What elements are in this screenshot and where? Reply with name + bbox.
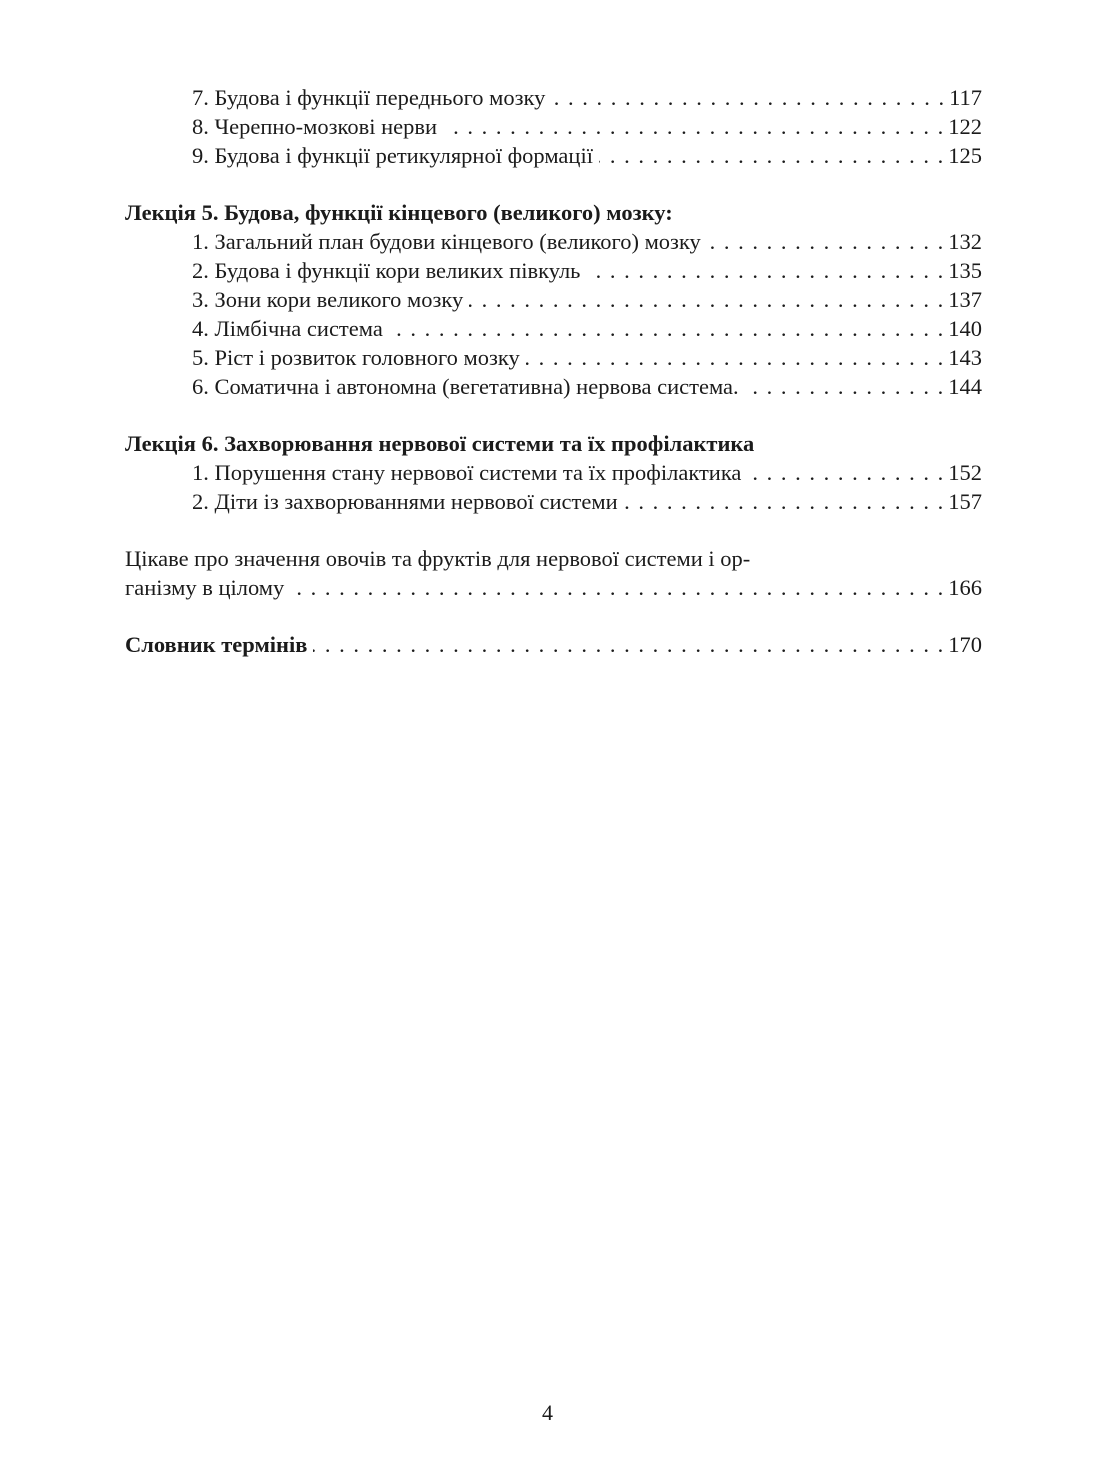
section-heading-lecture-5 [125,198,982,227]
toc-entry-label: 1. Загальний план будови кінцевого (великого) мозку [192,229,701,254]
dot-leader [290,573,943,602]
toc-entry [125,285,982,314]
dot-leader [526,343,943,372]
dot-leader [313,630,943,659]
toc-entry [125,458,982,487]
dot-leader [586,256,943,285]
toc-entry [125,372,982,401]
footer-page-number: 4 [542,1400,553,1425]
dot-leader [389,314,943,343]
toc-entry-label: 6. Соматична і автономна (вегетативна) нервова система. [192,374,739,399]
toc-entry-page: 143 [948,345,982,370]
toc-entry-page: 140 [948,316,982,341]
toc-entry [125,83,982,112]
dot-leader [599,141,943,170]
toc-entry-label: 7. Будова і функції переднього мозку [192,85,546,110]
toc-entry-page: 166 [948,575,982,600]
dot-leader [707,227,943,256]
dot-leader [551,83,944,112]
toc-entry-label: Цікаве про значення овочів та фруктів для нервової системи і ор- [125,546,751,571]
toc-entry [125,343,982,372]
section-heading-label: Лекція 5. Будова, функції кінцевого (великого) мозку: [125,200,673,225]
section-heading-lecture-6 [125,429,982,458]
toc-entry-page: 125 [948,143,982,168]
dot-leader [443,112,943,141]
toc-entry-interesting-line2 [125,573,982,602]
toc-entry-page: 132 [948,229,982,254]
table-of-contents [125,83,982,659]
dot-leader [624,487,944,516]
toc-entry-label: 2. Будова і функції кори великих півкуль [192,258,581,283]
toc-entry [125,256,982,285]
toc-entry-page: 152 [948,460,982,485]
toc-entry-label: ганізму в цілому [125,575,285,600]
toc-entry [125,227,982,256]
toc-entry-label: Словник термінів [125,632,308,657]
toc-entry-page: 135 [948,258,982,283]
toc-entry-label: 3. Зони кори великого мозку [192,287,464,312]
toc-entry-label: 4. Лімбічна система [192,316,383,341]
section-heading-label: Лекція 6. Захворювання нервової системи та їх профілактика [125,431,755,456]
toc-entry-page: 170 [948,632,982,657]
toc-entry-page: 117 [949,85,982,110]
toc-entry-label: 5. Ріст і розвиток головного мозку [192,345,520,370]
dot-leader [745,372,944,401]
toc-entry [125,141,982,170]
dot-leader [469,285,943,314]
toc-entry-page: 137 [948,287,982,312]
toc-entry-label: 8. Черепно-мозкові нерви [192,114,438,139]
toc-entry-label: 2. Діти із захворюваннями нервової системи [192,489,618,514]
toc-entry-page: 157 [948,489,982,514]
toc-entry-label: 1. Порушення стану нервової системи та їх профілактика [192,460,742,485]
dot-leader [747,458,943,487]
toc-entry [125,112,982,141]
toc-entry-page: 144 [948,374,982,399]
toc-entry [125,314,982,343]
toc-entry-page: 122 [948,114,982,139]
toc-entry-label: 9. Будова і функції ретикулярної формації [192,143,593,168]
toc-entry-glossary [125,630,982,659]
toc-entry-interesting-line1 [125,544,982,573]
toc-entry [125,487,982,516]
